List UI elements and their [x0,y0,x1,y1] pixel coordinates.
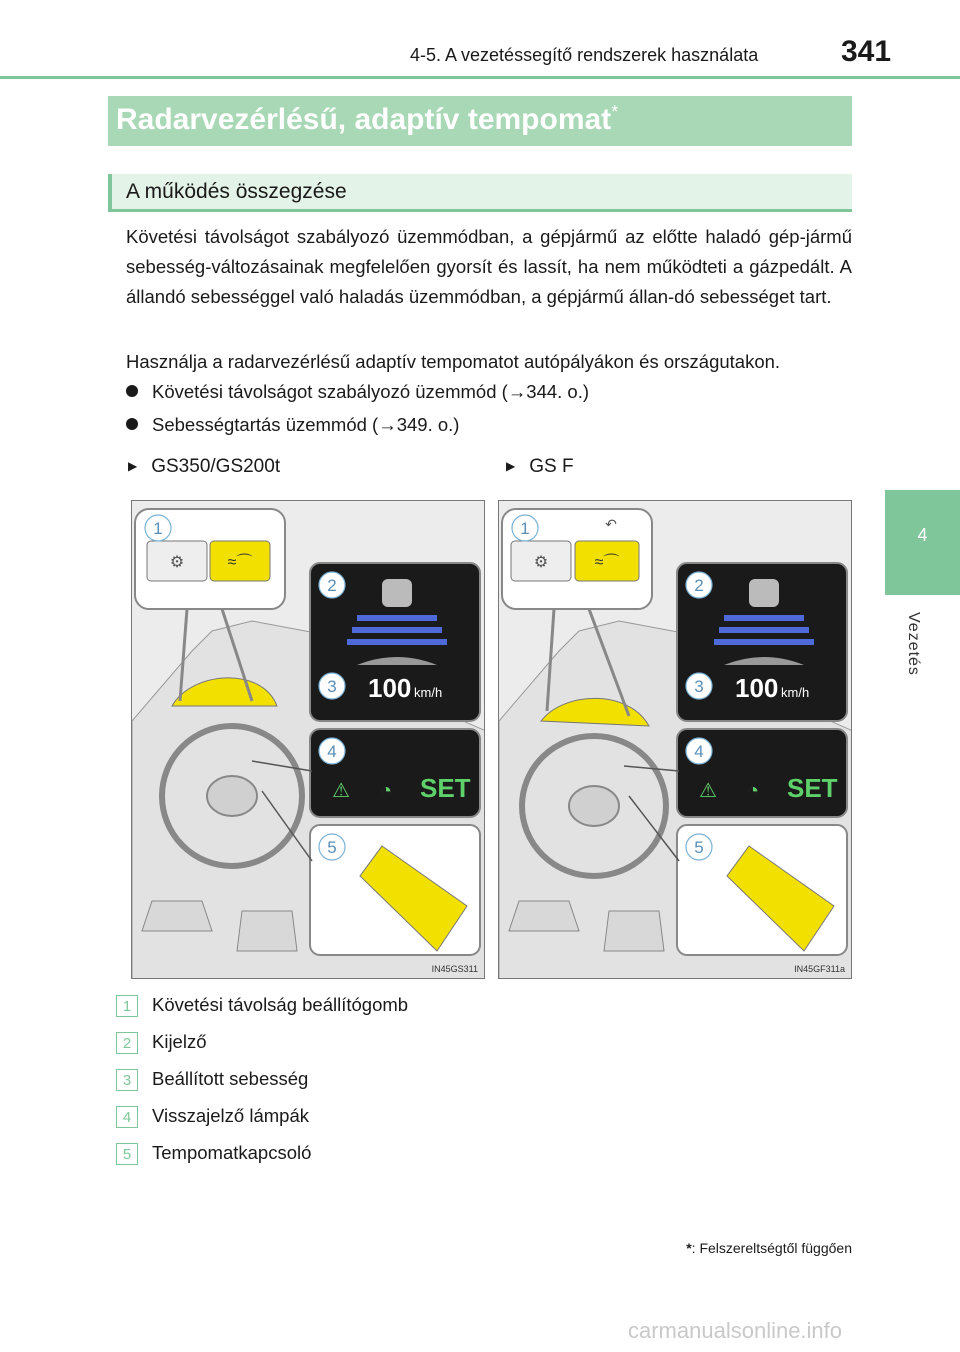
svg-text:◔: ◔ [747,780,760,802]
chapter-label: Vezetés [905,612,922,676]
page-title: Radarvezérlésű, adaptív tempomat* [116,102,619,136]
set-speed: 100 [368,673,412,703]
svg-text:⚠: ⚠ [332,780,350,802]
svg-text:◔: ◔ [380,780,393,802]
set-indicator: SET [787,773,838,803]
model-label-gsf: ▶ GS F [506,456,574,477]
paragraph-intro: Követési távolságot szabályozó üzemmódban, a gépjármű az előtte haladó gép-jármű sebesség-változásainak megfelelően gyorsít és lassít, ha nem működteti a gázpedált. A állandó sebességgel való haladás üzemmódban, a gépjármű állan-dó sebességet tart. [126,226,852,307]
callout-1: 1 [520,519,530,538]
bullet-item: Sebességtartás üzemmód (→349. o.) [126,414,459,436]
dashboard-illustration [499,501,852,979]
callout-5: 5 [327,838,337,857]
callout-4: 4 [694,742,704,761]
callout-2: 2 [327,576,337,595]
section-heading: 4-5. A vezetéssegítő rendszerek használata [410,45,759,65]
figure-gs350 [131,500,485,979]
footnote: *: Felszereltségtől függően [686,1240,852,1256]
title-marker: * [611,102,619,122]
svg-text:↶: ↶ [605,516,617,532]
figure-code: IN45GS311 [431,964,478,974]
subtitle: A működés összegzése [126,180,347,203]
figure-code: IN45GF311a [794,964,845,974]
callout-5: 5 [694,838,704,857]
set-indicator: SET [420,773,471,803]
header-divider [0,76,960,79]
speed-unit: km/h [414,685,443,700]
set-speed: 100 [735,673,779,703]
paragraph-usage: Használja a radarvezérlésű adaptív tempomatot autópályákon és országutakon. [126,351,781,372]
legend-item: 5 Tempomatkapcsoló [116,1142,311,1165]
chapter-number: 4 [917,525,928,545]
svg-text:≈⌒: ≈⌒ [227,554,253,571]
callout-3: 3 [694,677,704,696]
dashboard-illustration [132,501,485,979]
callout-3: 3 [327,677,337,696]
page-number: 341 [841,35,892,68]
svg-text:⚙: ⚙ [533,554,549,571]
svg-text:⚙: ⚙ [169,554,185,571]
legend-item: 1 Követési távolság beállítógomb [116,994,408,1017]
svg-text:⚠: ⚠ [699,780,717,802]
callout-1: 1 [153,519,163,538]
callout-2: 2 [694,576,704,595]
legend-item: 2 Kijelző [116,1031,207,1054]
callout-4: 4 [327,742,337,761]
bullet-item: Követési távolságot szabályozó üzemmód (→344. o.) [126,381,589,403]
model-label-gs350: ▶ GS350/GS200t [128,456,281,477]
legend-item: 4 Visszajelző lámpák [116,1105,309,1128]
speed-unit: km/h [781,685,810,700]
legend-item: 3 Beállított sebesség [116,1068,308,1091]
watermark: carmanualsonline.info [628,1318,843,1343]
svg-text:≈⌒: ≈⌒ [594,554,620,571]
figure-gsf [498,500,852,979]
